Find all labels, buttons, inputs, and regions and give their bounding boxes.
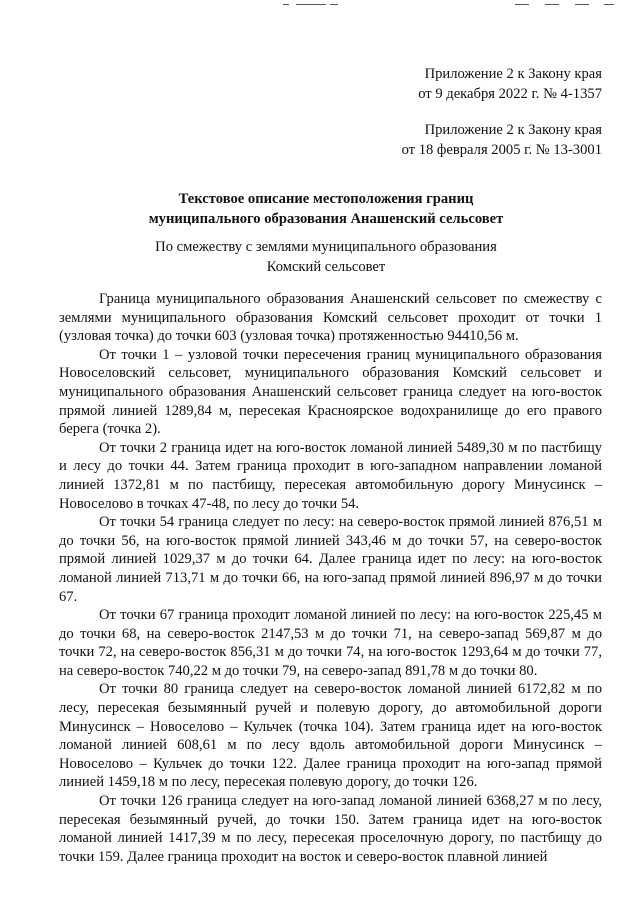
appendix-line: Приложение 2 к Закону края xyxy=(424,66,602,82)
paragraph: От точки 126 граница следует на юго-запад ломаной линией 6368,27 м по лесу, пересекая безымянный ручей, до точки 150. Затем граница идет на юго-восток ломаной линией 1417,39 м по лесу, пересекая проселочную дорогу, по пастбищу до точки 159. Далее граница проходит на восток и северо-восток плавной линией xyxy=(59,793,602,865)
title-line: муниципального образования Анашенский сельсовет xyxy=(148,211,504,227)
paragraph: От точки 2 граница идет на юго-восток ломаной линией 5489,30 м по пастбищу и лесу до точки 44. Затем граница проходит в юго-западном направлении ломаной линией 1372,81 м по пастбищу, пересекая автомобильную дорогу Минусинск – Новоселово в точках 47-48, по лесу до точки 54. xyxy=(59,439,602,512)
appendix-line: от 18 февраля 2005 г. № 13-3001 xyxy=(401,142,602,158)
appendix-current-law xyxy=(418,64,602,104)
subtitle-line: Комский сельсовет xyxy=(266,259,386,275)
document-title xyxy=(0,189,640,229)
paragraph: От точки 67 граница проходит ломаной линией по лесу: на юго-восток 225,45 м до точки 68, на северо-восток 2147,53 м до точки 71, на северо-запад 569,87 м до точки 72, на северо-восток 856,31 м до точки 74, на юго-восток 1293,64 м до точки 77, на северо-восток 740,22 м до точки 79, на северо-запад 891,78 м до точки 80. xyxy=(59,607,602,679)
paragraph: От точки 1 – узловой точки пересечения границ муниципального образования Новоселовский сельсовет, муниципального образования Комский сельсовет и муниципального образования Анашенский сельсовет граница следует на юго-восток прямой линией 1289,84 м, пересекая Красноярское водохранилище до его правого берега (точка 2). xyxy=(59,346,602,438)
subtitle-line: По смежеству с землями муниципального образования xyxy=(155,239,497,255)
boundary-description xyxy=(59,290,602,866)
section-subtitle xyxy=(0,237,640,277)
paragraph: От точки 54 граница следует по лесу: на северо-восток прямой линией 876,51 м до точки 56, на юго-восток прямой линией 343,46 м до точки 57, на северо-восток прямой линией 1029,37 м до точки 64. Далее граница идет по лесу: на юго-восток ломаной линией 713,71 м до точки 66, на юго-запад прямой линией 896,97 м до точки 67. xyxy=(59,514,602,605)
appendix-line: Приложение 2 к Закону края xyxy=(424,122,602,138)
paragraph: Граница муниципального образования Анашенский сельсовет по смежеству с землями муниципального образования Комский сельсовет проходит от точки 1 (узловая точка) до точки 603 (узловая точка) протяженностью 94410,56 м. xyxy=(59,291,602,345)
appendix-original-law xyxy=(402,120,602,160)
scan-artifact-marks xyxy=(0,2,640,8)
paragraph: От точки 80 граница следует на северо-восток ломаной линией 6172,82 м по лесу, пересекая безымянный ручей и полевую дорогу, до автомобильной дороги Минусинск – Новоселово – Кульчек (точка 104). Затем граница идет на юго-восток ломаной линией 608,61 м по лесу вдоль автомобильной дороги Минусинск – Новоселово – Кульчек до точки 122. Далее граница проходит на юго-запад прямой линией 1459,18 м по лесу, пересекая полевую дорогу, до точки 126. xyxy=(59,681,602,791)
title-line: Текстовое описание местоположения границ xyxy=(178,191,474,207)
appendix-line: от 9 декабря 2022 г. № 4-1357 xyxy=(418,86,602,102)
